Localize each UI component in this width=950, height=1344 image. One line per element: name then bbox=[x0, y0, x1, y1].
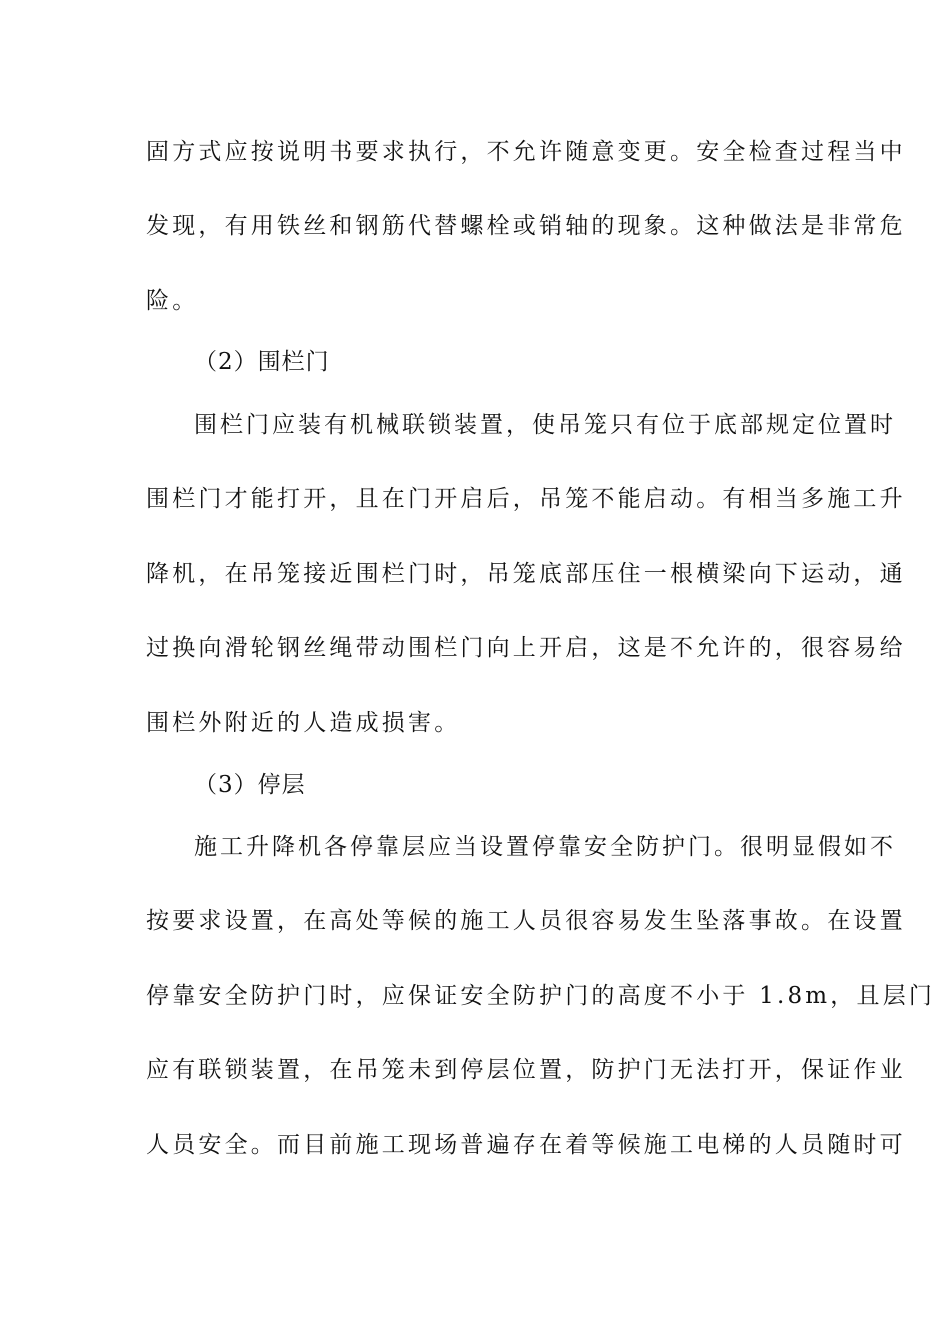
section-heading: （3）停层 bbox=[194, 772, 306, 798]
text-line: 施工升降机各停靠层应当设置停靠安全防护门。很明显假如不 bbox=[194, 834, 896, 860]
text-line: 应有联锁装置，在吊笼未到停层位置，防护门无法打开，保证作业 bbox=[146, 1057, 906, 1083]
text-line: 发现，有用铁丝和钢筋代替螺栓或销轴的现象。这种做法是非常危 bbox=[146, 213, 906, 239]
text-line: 围栏门才能打开，且在门开启后，吊笼不能启动。有相当多施工升 bbox=[146, 486, 906, 512]
text-line: 按要求设置，在高处等候的施工人员很容易发生坠落事故。在设置 bbox=[146, 908, 906, 934]
text-line: 固方式应按说明书要求执行，不允许随意变更。安全检查过程当中 bbox=[146, 139, 906, 165]
text-line: 降机，在吊笼接近围栏门时，吊笼底部压住一根横梁向下运动，通 bbox=[146, 561, 906, 587]
text-line: 过换向滑轮钢丝绳带动围栏门向上开启，这是不允许的，很容易给 bbox=[146, 635, 906, 661]
text-line: 围栏外附近的人造成损害。 bbox=[146, 710, 461, 736]
text-line: 险。 bbox=[146, 288, 199, 314]
text-line: 人员安全。而目前施工现场普遍存在着等候施工电梯的人员随时可 bbox=[146, 1132, 906, 1158]
text-line: 围栏门应装有机械联锁装置，使吊笼只有位于底部规定位置时 bbox=[194, 412, 896, 438]
section-heading: （2）围栏门 bbox=[194, 349, 330, 375]
text-line: 停靠安全防护门时，应保证安全防护门的高度不小于 1.8m，且层门 bbox=[146, 983, 936, 1009]
